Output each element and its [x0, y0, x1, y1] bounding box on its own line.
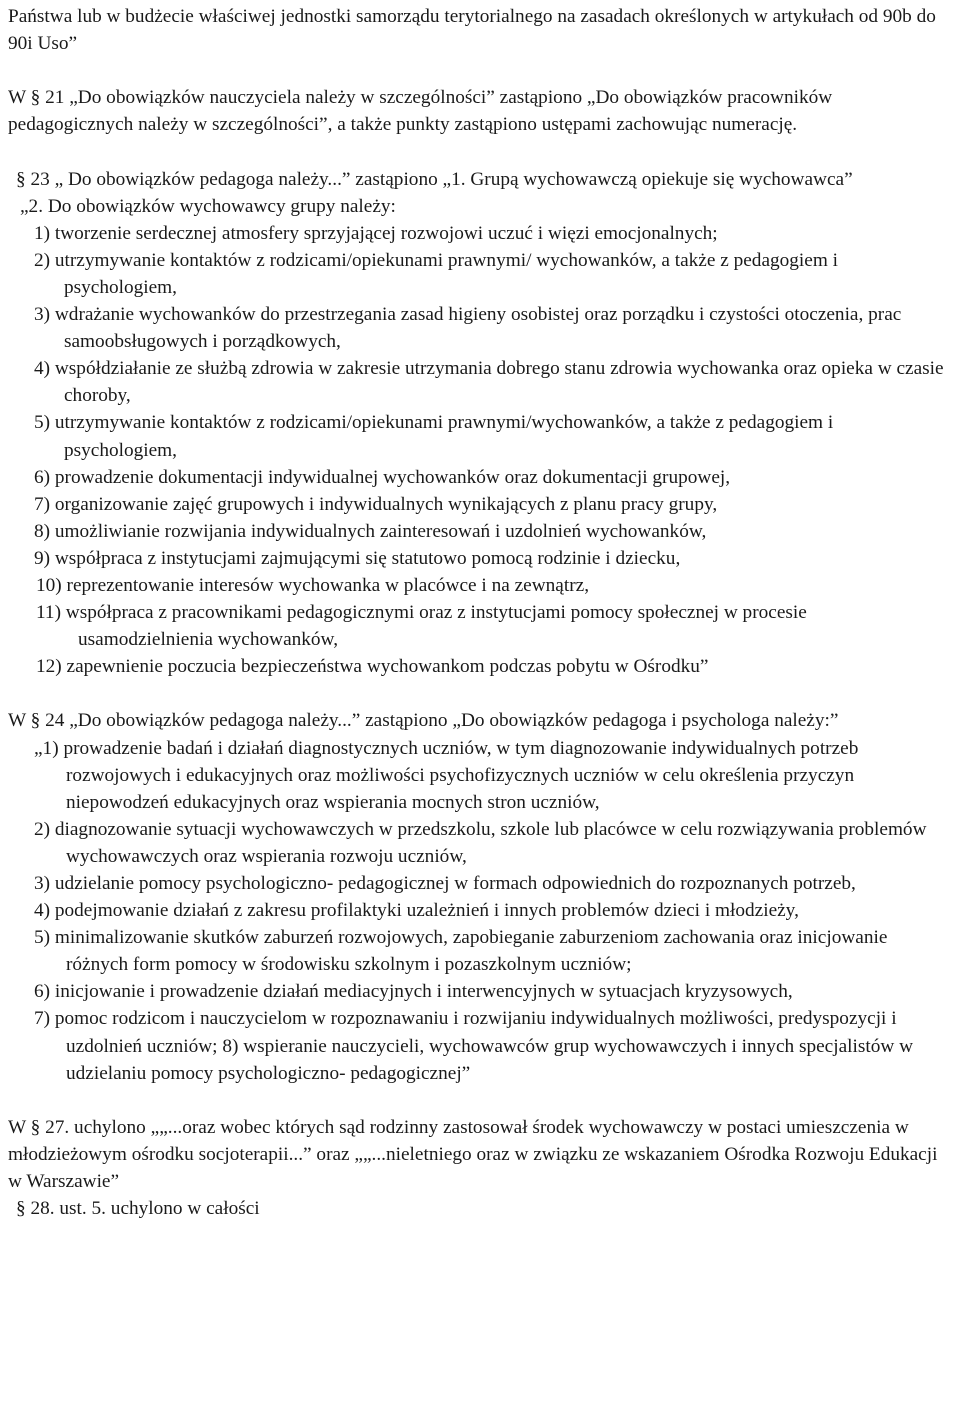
w24-item: 3) udzielanie pomocy psychologiczno- pedagogicznej w formach odpowiednich do rozpoznanych potrzeb,	[34, 873, 856, 894]
w24-item: 6) inicjowanie i prowadzenie działań mediacyjnych i interwencyjnych w sytuacjach kryzysowych,	[34, 981, 793, 1003]
s23-title: § 23 „ Do obowiązków pedagoga należy...” zastąpiono „1. Grupą wychowawczą opiekuje się wychowawca”	[16, 168, 853, 190]
paragraph-gap	[8, 57, 946, 84]
s23-item: 3) wdrażanie wychowanków do przestrzegania zasad higieny osobistej oraz porządku i czystości otoczenia, prac samoobsługowych i porządkowych,	[34, 304, 902, 353]
s23-list	[8, 220, 946, 681]
s23-item: 12) zapewnienie poczucia bezpieczeństwa wychowankom podczas pobytu w Ośrodku”	[36, 656, 709, 678]
intro-paragraph: Państwa lub w budżecie właściwej jednostki samorządu terytorialnego na zasadach określonych w artykułach od 90b do 90i Uso”	[8, 6, 936, 55]
w24-item: 7) pomoc rodzicom i nauczycielom w rozpoznawaniu i rozwijaniu indywidualnych możliwości, predyspozycji i uzdolnień uczniów; 8) wspieranie nauczycieli, wychowawców grup wychowawczych i innych specjalistów w udzielaniu pomocy psychologiczno- pedagogicznej”	[34, 1008, 914, 1084]
w24-list	[8, 735, 946, 1087]
s23-item: 2) utrzymywanie kontaktów z rodzicami/opiekunami prawnymi/ wychowanków, a także z pedagogiem i psychologiem,	[34, 249, 839, 298]
w24-title: W § 24 „Do obowiązków pedagoga należy...” zastąpiono „Do obowiązków pedagoga i psychologa należy:”	[8, 710, 839, 732]
paragraph-gap	[8, 138, 946, 165]
s23-item: 11) współpraca z pracownikami pedagogicznymi oraz z instytucjami pomocy społecznej w procesie usamodzielnienia wychowanków,	[36, 602, 807, 651]
s23-item: 8) umożliwianie rozwijania indywidualnych zainteresowań i uzdolnień wychowanków,	[34, 520, 707, 542]
s23-item: 4) współdziałanie ze służbą zdrowia w zakresie utrzymania dobrego stanu zdrowia wychowanka oraz opieka w czasie choroby,	[34, 358, 944, 407]
w24-item: 5) minimalizowanie skutków zaburzeń rozwojowych, zapobieganie zaburzeniom zachowania oraz inicjowanie różnych form pomocy w środowisku szkolnym i pozaszkolnym uczniów;	[34, 927, 888, 976]
paragraph-gap	[8, 680, 946, 707]
s23-item: 9) współpraca z instytucjami zajmującymi się statutowo pomocą rodzinie i dziecku,	[34, 547, 681, 569]
s23-item: 7) organizowanie zajęć grupowych i indywidualnych wynikających z planu pracy grupy,	[34, 493, 718, 515]
s23-intro: „2. Do obowiązków wychowawcy grupy należy:	[20, 195, 396, 217]
s28-paragraph: § 28. ust. 5. uchylono w całości	[16, 1198, 260, 1220]
w24-item: „1) prowadzenie badań i działań diagnostycznych uczniów, w tym diagnozowanie indywidualnych potrzeb rozwojowych i edukacyjnych oraz możliwości psychofizycznych uczniów w celu określenia przyczyn niepowodzeń edukacyjnych oraz wspierania mocnych stron uczniów,	[34, 737, 859, 813]
s23-item: 1) tworzenie serdecznej atmosfery sprzyjającej rozwojowi uczuć i więzi emocjonalnych;	[34, 222, 718, 244]
s23-item: 5) utrzymywanie kontaktów z rodzicami/opiekunami prawnymi/wychowanków, a także z pedagogiem i psychologiem,	[34, 412, 834, 461]
w24-item: 4) podejmowanie działań z zakresu profilaktyki uzależnień i innych problemów dzieci i młodzieży,	[34, 900, 799, 922]
s23-item: 10) reprezentowanie interesów wychowanka w placówce i na zewnątrz,	[36, 574, 590, 596]
s23-item: 6) prowadzenie dokumentacji indywidualnej wychowanków oraz dokumentacji grupowej,	[34, 466, 731, 488]
w27-paragraph: W § 27. uchylono „„...oraz wobec których sąd rodzinny zastosował środek wychowawczy w postaci umieszczenia w młodzieżowym ośrodku socjoterapii...” oraz „„...nieletniego oraz w związku ze wskazaniem Ośrodka Rozwoju Edukacji w Warszawie”	[8, 1116, 938, 1193]
w24-item: 2) diagnozowanie sytuacji wychowawczych w przedszkolu, szkole lub placówce w celu rozwiązywania problemów wychowawczych oraz wspierania rozwoju uczniów,	[34, 818, 927, 867]
w21-paragraph: W § 21 „Do obowiązków nauczyciela należy w szczególności” zastąpiono „Do obowiązków pracowników pedagogicznych należy w szczególności”, a także punkty zastąpiono ustępami zachowując numerację.	[8, 87, 833, 136]
paragraph-gap	[8, 1087, 946, 1114]
